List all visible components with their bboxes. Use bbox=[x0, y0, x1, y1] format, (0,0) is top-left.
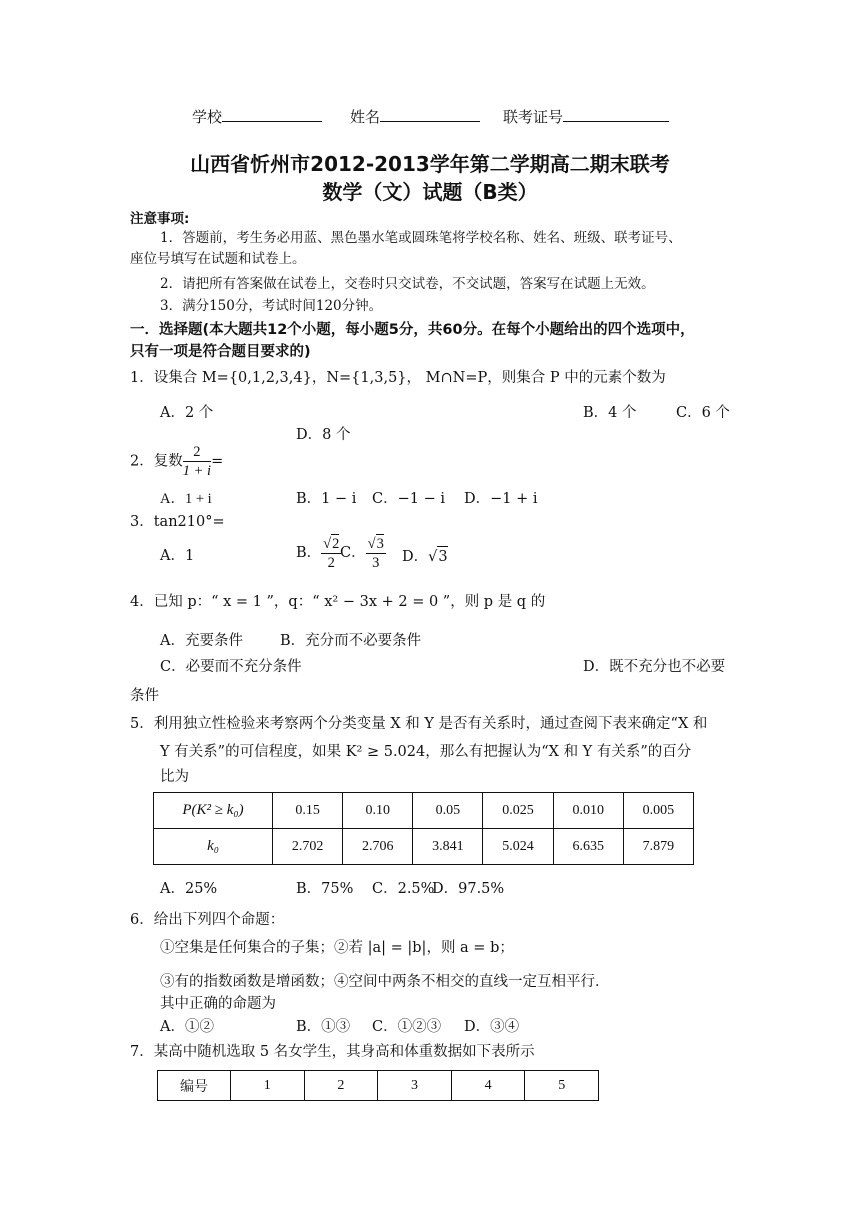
q5-table-row-p bbox=[154, 793, 694, 829]
name-label: 姓名 bbox=[350, 108, 381, 126]
q3-option-c bbox=[340, 534, 386, 576]
q5-stem-line1: 5．利用独立性检验来考察两个分类变量 X 和 Y 是否有关系时，通过查阅下表来确定“X 和 bbox=[130, 716, 708, 732]
q5-option-a: A．25% bbox=[160, 881, 218, 897]
section1-header-cont: 只有一项是符合题目要求的) bbox=[130, 344, 311, 360]
q5-table-cell: 6.635 bbox=[553, 829, 623, 865]
q2-option-a: A．1 + i bbox=[160, 491, 212, 507]
q5-table-cell: 0.15 bbox=[273, 793, 343, 829]
q3-c-radicand: 3 bbox=[376, 536, 384, 552]
q7-table bbox=[157, 1070, 599, 1101]
q5-table-head-k: k₀ bbox=[154, 829, 273, 865]
q3-option-d: D．√3 bbox=[402, 546, 448, 567]
note-item-1-cont: 座位号填写在试题和试卷上。 bbox=[130, 251, 306, 267]
q5-table-cell: 0.005 bbox=[623, 793, 693, 829]
q2-fraction bbox=[183, 443, 211, 480]
q4-option-a: A．充要条件 bbox=[160, 633, 243, 649]
note-item-1: 1．答题前，考生务必用蓝、黑色墨水笔或圆珠笔将学校名称、姓名、班级、联考证号、 bbox=[160, 230, 682, 246]
q2-denominator: 1 + i bbox=[182, 463, 212, 479]
q6-option-c: C．①②③ bbox=[372, 1019, 442, 1035]
notes-heading: 注意事项: bbox=[130, 211, 190, 227]
q3-b-label: B． bbox=[296, 545, 322, 561]
q5-table-cell: 3.841 bbox=[413, 829, 483, 865]
q6-stem: 6．给出下列四个命题： bbox=[130, 912, 285, 928]
q6-option-d: D．③④ bbox=[464, 1019, 520, 1035]
name-blank bbox=[380, 107, 480, 122]
exam-id-label: 联考证号 bbox=[503, 108, 564, 126]
q3-b-radicand: 2 bbox=[332, 536, 340, 552]
q2-suffix: = bbox=[211, 453, 224, 470]
q7-table-cell: 1 bbox=[231, 1071, 305, 1101]
q6-question: 其中正确的命题为 bbox=[160, 996, 276, 1012]
q3-c-denominator: 3 bbox=[372, 555, 380, 571]
school-label: 学校 bbox=[192, 108, 223, 126]
q5-table-cell: 7.879 bbox=[623, 829, 693, 865]
q2-option-c: C．−1 − i bbox=[372, 491, 445, 507]
q2-option-d: D．−1 + i bbox=[464, 491, 538, 507]
q3-option-a: A．1 bbox=[160, 548, 195, 564]
q4-stem: 4．已知 p：“ x = 1 ”，q：“ x² − 3x + 2 = 0 ”，则 p 是 q 的 bbox=[130, 594, 546, 610]
q4-option-c: C．必要而不充分条件 bbox=[160, 659, 302, 675]
q7-table-cell: 2 bbox=[304, 1071, 378, 1101]
q7-table-cell: 5 bbox=[525, 1071, 599, 1101]
q1-option-c: C．6 个 bbox=[676, 405, 730, 421]
q1-option-d: D．8 个 bbox=[296, 427, 351, 443]
q2-stem bbox=[130, 443, 223, 485]
q3-b-fraction: $\frac{√2}{2}$ bbox=[323, 536, 340, 571]
q7-table-head: 编号 bbox=[158, 1071, 231, 1101]
q6-proposition-1-2: ①空集是任何集合的子集；②若 |a| = |b|，则 a = b； bbox=[160, 940, 514, 956]
q4-option-d: D．既不充分也不必要 bbox=[583, 659, 726, 675]
q7-table-header-row bbox=[158, 1071, 599, 1101]
q5-option-b: B．75% bbox=[296, 881, 354, 897]
exam-subtitle: 数学（文）试题（B类） bbox=[322, 180, 538, 204]
q1-stem: 1．设集合 M={0,1,2,3,4}，N={1,3,5}， M∩N=P，则集合 P 中的元素个数为 bbox=[130, 370, 666, 386]
q5-table-cell: 2.706 bbox=[343, 829, 413, 865]
q3-stem: 3．tan210°= bbox=[130, 514, 225, 530]
name-field bbox=[350, 106, 480, 127]
q7-table-cell: 4 bbox=[451, 1071, 525, 1101]
q5-stem-line3: 比为 bbox=[160, 769, 189, 785]
q6-option-a: A．①② bbox=[160, 1019, 214, 1035]
note-item-2: 2．请把所有答案做在试卷上，交卷时只交试卷，不交试题，答案写在试题上无效。 bbox=[160, 276, 655, 292]
q2-option-b: B．1 − i bbox=[296, 491, 357, 507]
q5-option-d: D．97.5% bbox=[432, 881, 505, 897]
q5-table-cell: 0.010 bbox=[553, 793, 623, 829]
q5-table-cell: 0.05 bbox=[413, 793, 483, 829]
q4-option-b: B．充分而不必要条件 bbox=[280, 633, 422, 649]
note-item-3: 3．满分150分，考试时间120分钟。 bbox=[160, 298, 383, 314]
q5-table-cell: 5.024 bbox=[483, 829, 553, 865]
exam-id-field bbox=[503, 106, 669, 127]
q3-d-label: D． bbox=[402, 549, 429, 565]
q2-prefix: 2．复数 bbox=[130, 453, 183, 470]
school-field bbox=[192, 106, 322, 127]
q3-d-radicand: 3 bbox=[437, 546, 447, 567]
q5-stem-line2: Y 有关系”的可信程度，如果 K² ≥ 5.024，那么有把握认为“X 和 Y 有关系”的百分 bbox=[160, 744, 692, 760]
q7-stem: 7．某高中随机选取 5 名女学生，其身高和体重数据如下表所示 bbox=[130, 1044, 535, 1060]
q5-table-cell: 2.702 bbox=[273, 829, 343, 865]
q5-table bbox=[153, 792, 694, 865]
q4-option-d-cont: 条件 bbox=[130, 688, 159, 704]
exam-id-blank bbox=[563, 107, 669, 122]
q1-option-b: B．4 个 bbox=[583, 405, 637, 421]
q3-c-fraction: $\frac{√3}{3}$ bbox=[367, 536, 384, 571]
q6-proposition-3-4: ③有的指数函数是增函数；④空间中两条不相交的直线一定互相平行． bbox=[160, 974, 610, 990]
exam-title: 山西省忻州市2012-2013学年第二学期高二期末联考 bbox=[190, 152, 670, 176]
q3-c-label: C． bbox=[340, 545, 366, 561]
q5-table-row-k bbox=[154, 829, 694, 865]
q7-table-cell: 3 bbox=[378, 1071, 452, 1101]
section1-header: 一．选择题(本大题共12个小题，每小题5分，共60分。在每个小题给出的四个选项中， bbox=[130, 322, 695, 338]
q5-table-cell: 0.10 bbox=[343, 793, 413, 829]
q5-table-cell: 0.025 bbox=[483, 793, 553, 829]
q3-b-denominator: 2 bbox=[327, 555, 335, 571]
q6-option-b: B．①③ bbox=[296, 1019, 351, 1035]
q2-numerator: 2 bbox=[183, 443, 211, 462]
q5-table-head-p: P(K² ≥ k₀) bbox=[154, 793, 273, 829]
q3-option-b bbox=[296, 534, 341, 576]
q1-option-a: A．2 个 bbox=[160, 405, 214, 421]
q5-option-c: C．2.5% bbox=[372, 881, 435, 897]
school-blank bbox=[222, 107, 322, 122]
